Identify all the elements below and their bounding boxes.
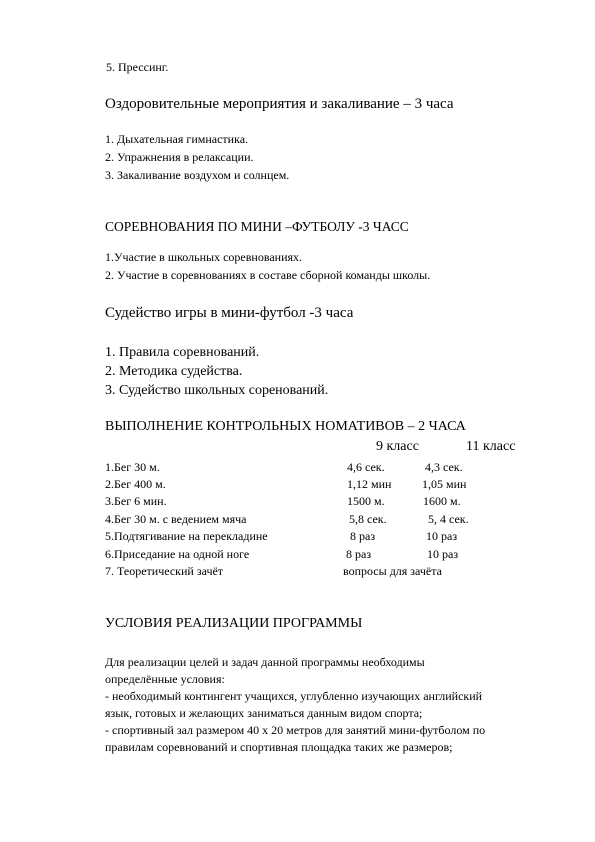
table-cell-11: 1,05 мин	[422, 477, 467, 491]
table-row-name: 4.Бег 30 м. с ведением мяча	[105, 512, 247, 526]
paragraph-line: язык, готовых и желающих заниматься данным видом спорта;	[105, 706, 423, 720]
table-row-name: 7. Теоретический зачёт	[105, 564, 224, 578]
list-item: 2. Методика судейства.	[105, 364, 243, 379]
section-heading-health: Оздоровительные мероприятия и закаливание – 3 часа	[105, 96, 454, 112]
table-cell-11: 1600 м.	[423, 494, 461, 508]
table-cell-9: 4,6 сек.	[347, 460, 385, 474]
paragraph-line: Для реализации целей и задач данной программы необходимы	[105, 655, 425, 669]
table-row-name: 6.Приседание на одной ноге	[105, 547, 250, 561]
table-cell-theory: вопросы для зачёта	[343, 564, 442, 578]
list-item: 3. Судейство школьных соренований.	[105, 383, 329, 398]
section-heading-norms: ВЫПОЛНЕНИЕ КОНТРОЛЬНЫХ НОМАТИВОВ – 2 ЧАСА	[105, 419, 466, 434]
table-row-name: 5.Подтягивание на перекладине	[105, 529, 268, 543]
table-row-name: 3.Бег 6 мин.	[105, 494, 167, 508]
table-cell-11: 10 раз	[426, 529, 458, 543]
table-cell-11: 10 раз	[427, 547, 459, 561]
column-header-11: 11 класс	[466, 439, 516, 454]
paragraph-line: - спортивный зал размером 40 х 20 метров для занятий мини-футболом по	[105, 723, 486, 737]
list-item: 2. Участие в соревнованиях в составе сборной команды школы.	[105, 268, 431, 282]
section-heading-refereeing: Судейство игры в мини-футбол -3 часа	[105, 305, 354, 321]
paragraph-line: - необходимый контингент учащихся, углубленно изучающих английский	[105, 689, 483, 703]
paragraph-line: определённые условия:	[105, 672, 225, 686]
table-cell-9: 5,8 сек.	[349, 512, 387, 526]
list-item: 1. Дыхательная гимнастика.	[105, 132, 249, 146]
list-item: 2. Упражнения в релаксации.	[105, 150, 254, 164]
table-row-name: 1.Бег 30 м.	[105, 460, 160, 474]
list-item: 5. Прессинг.	[106, 60, 169, 74]
paragraph-line: правилам соревнований и спортивная площадка таких же размеров;	[105, 740, 453, 754]
list-item: 1.Участие в школьных соревнованиях.	[105, 250, 303, 264]
table-row-name: 2.Бег 400 м.	[105, 477, 166, 491]
table-cell-11: 5, 4 сек.	[428, 512, 469, 526]
table-cell-9: 8 раз	[346, 547, 372, 561]
table-cell-9: 1500 м.	[347, 494, 385, 508]
table-cell-11: 4,3 сек.	[425, 460, 463, 474]
list-item: 1. Правила соревнований.	[105, 345, 260, 360]
section-heading-conditions: УСЛОВИЯ РЕАЛИЗАЦИИ ПРОГРАММЫ	[105, 616, 363, 631]
column-header-9: 9 класс	[376, 439, 419, 454]
table-cell-9: 8 раз	[350, 529, 376, 543]
table-cell-9: 1,12 мин	[347, 477, 392, 491]
list-item: 3. Закаливание воздухом и солнцем.	[105, 168, 290, 182]
section-heading-competitions: СОРЕВНОВАНИЯ ПО МИНИ –ФУТБОЛУ -3 ЧАСС	[105, 219, 409, 234]
